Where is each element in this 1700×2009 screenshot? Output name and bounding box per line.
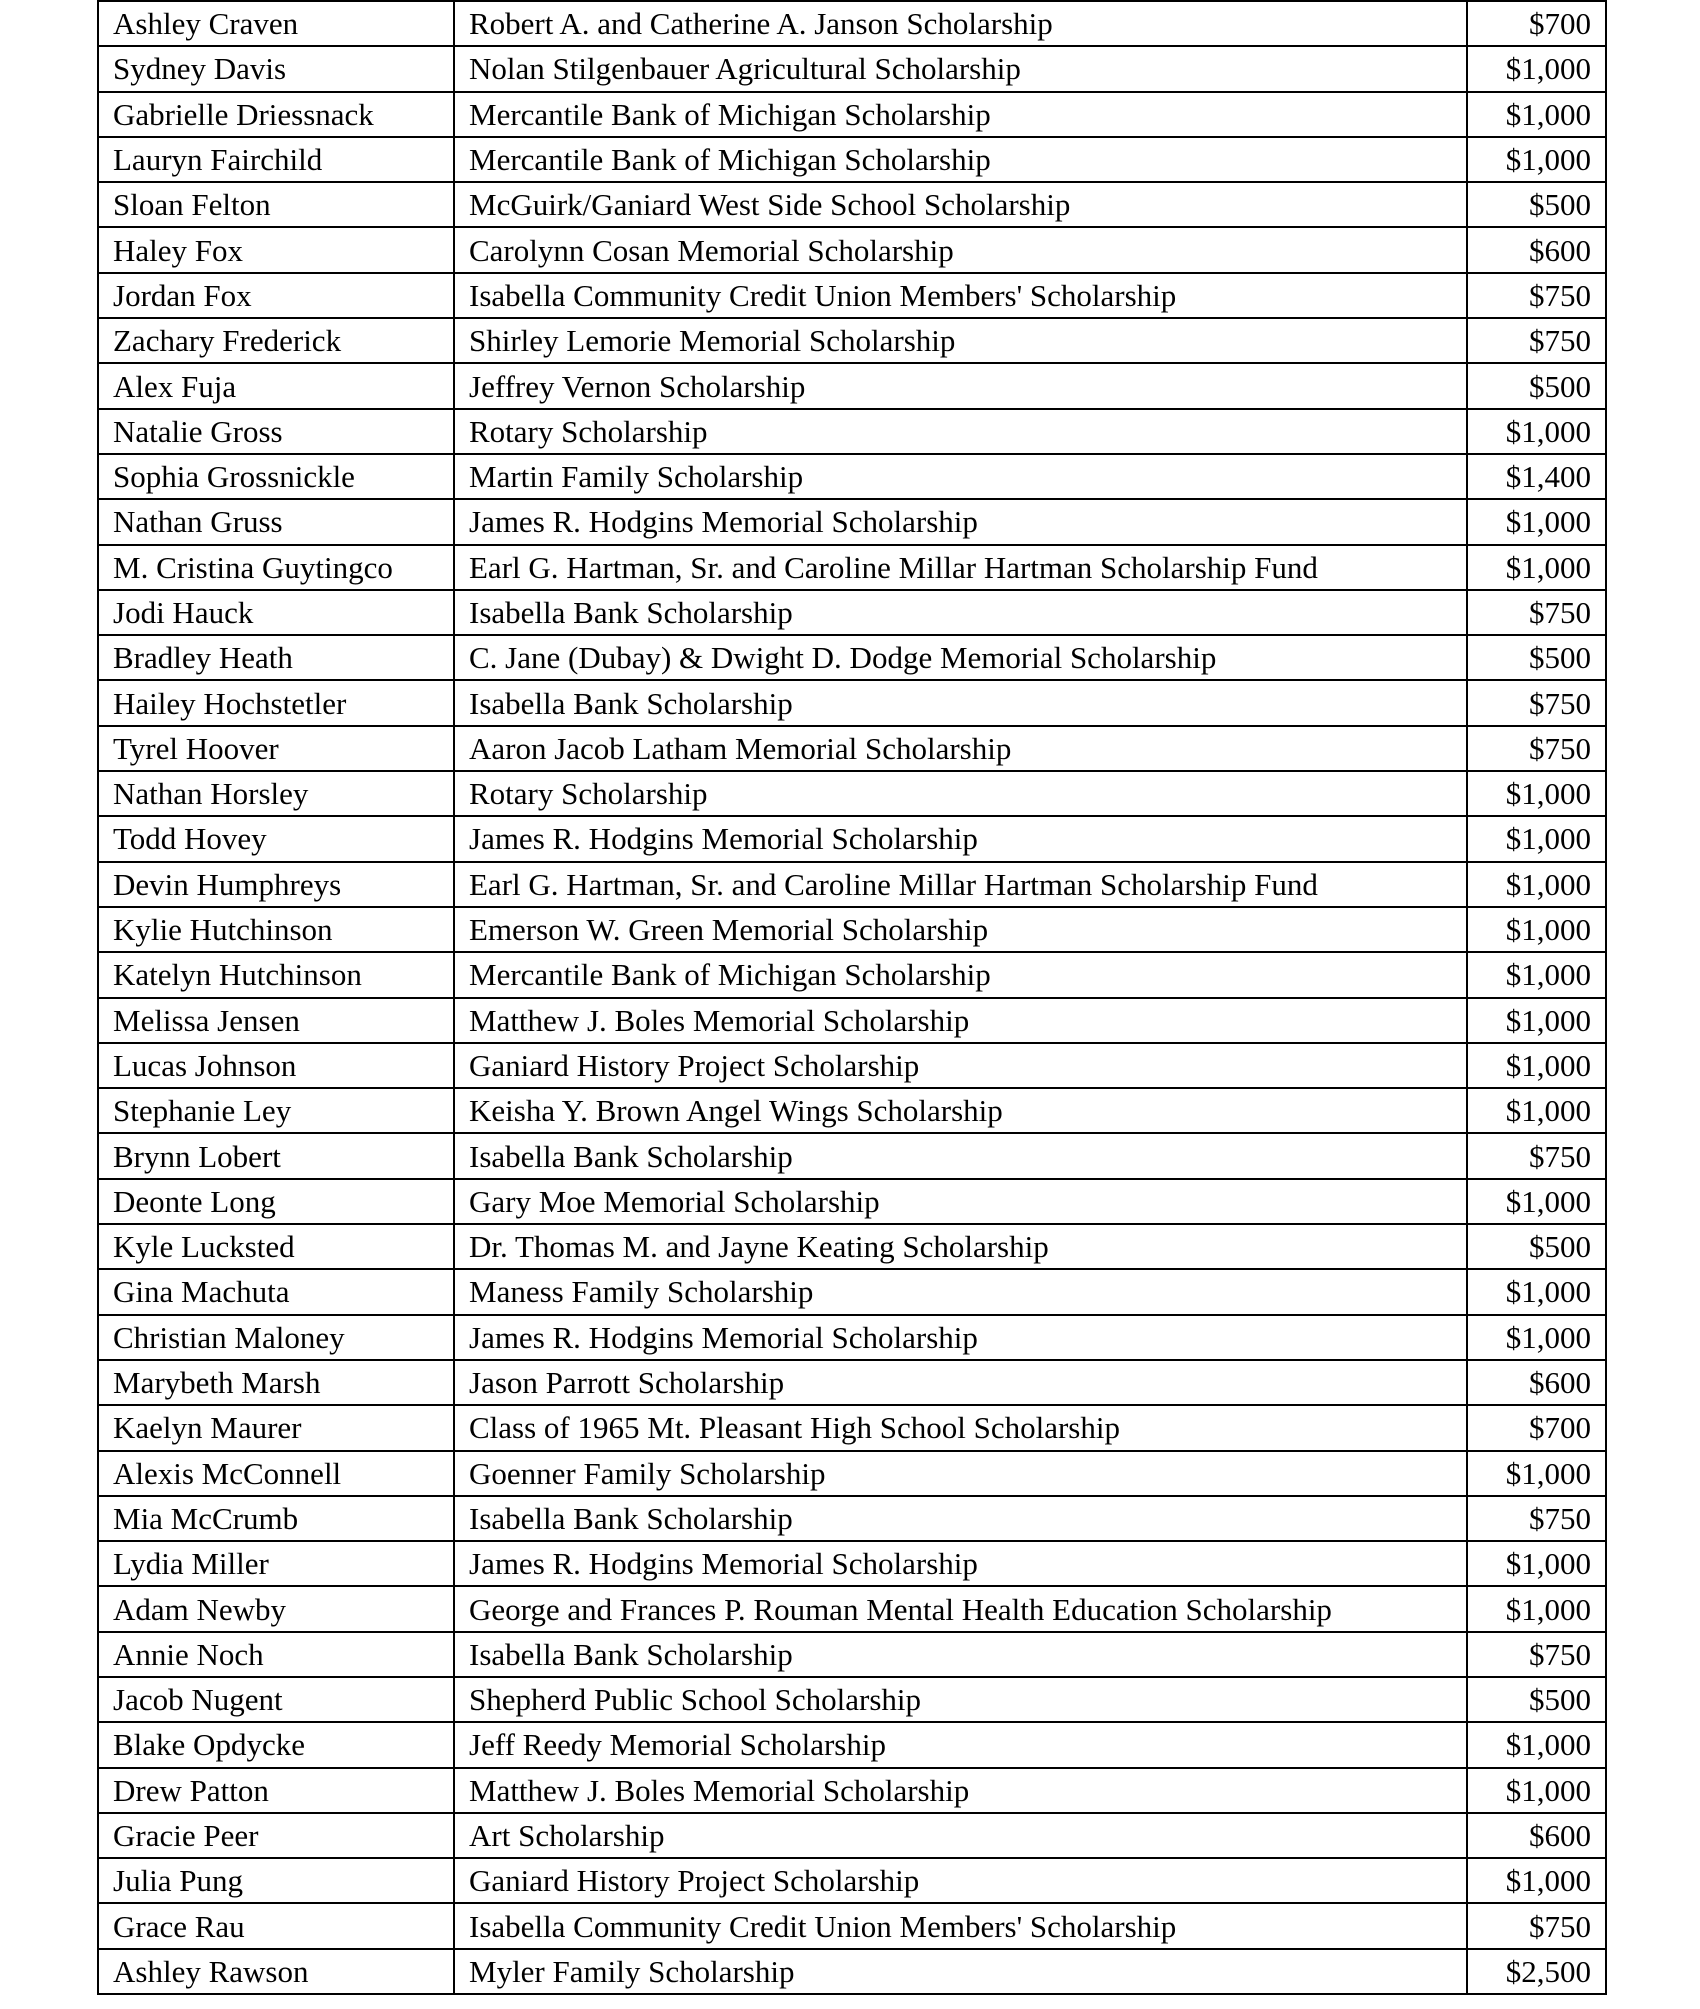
scholarship-name-cell: Goenner Family Scholarship bbox=[454, 1451, 1467, 1496]
scholarship-name-cell: Jeffrey Vernon Scholarship bbox=[454, 363, 1467, 408]
scholarship-name-cell: Isabella Community Credit Union Members' Scholarship bbox=[454, 273, 1467, 318]
table-row bbox=[98, 545, 1606, 590]
table-row bbox=[98, 92, 1606, 137]
recipient-name-cell: Devin Humphreys bbox=[98, 862, 454, 907]
table-row bbox=[98, 318, 1606, 363]
award-amount-cell: $1,000 bbox=[1467, 1858, 1606, 1903]
scholarship-name-cell: Class of 1965 Mt. Pleasant High School Scholarship bbox=[454, 1405, 1467, 1450]
award-amount-cell: $1,000 bbox=[1467, 998, 1606, 1043]
recipient-name-cell: Melissa Jensen bbox=[98, 998, 454, 1043]
award-amount-cell: $750 bbox=[1467, 680, 1606, 725]
table-row bbox=[98, 1224, 1606, 1269]
scholarship-name-cell: Shirley Lemorie Memorial Scholarship bbox=[454, 318, 1467, 363]
table-row bbox=[98, 1179, 1606, 1224]
award-amount-cell: $1,000 bbox=[1467, 46, 1606, 91]
scholarship-name-cell: Keisha Y. Brown Angel Wings Scholarship bbox=[454, 1088, 1467, 1133]
table-row bbox=[98, 1269, 1606, 1314]
table-row bbox=[98, 1677, 1606, 1722]
award-amount-cell: $750 bbox=[1467, 1632, 1606, 1677]
award-amount-cell: $1,000 bbox=[1467, 907, 1606, 952]
recipient-name-cell: Sophia Grossnickle bbox=[98, 454, 454, 499]
award-amount-cell: $2,500 bbox=[1467, 1949, 1606, 1994]
table-row bbox=[98, 46, 1606, 91]
award-amount-cell: $1,000 bbox=[1467, 1315, 1606, 1360]
recipient-name-cell: Ashley Rawson bbox=[98, 1949, 454, 1994]
scholarship-name-cell: Ganiard History Project Scholarship bbox=[454, 1043, 1467, 1088]
scholarship-name-cell: Mercantile Bank of Michigan Scholarship bbox=[454, 92, 1467, 137]
table-row bbox=[98, 363, 1606, 408]
document-page bbox=[97, 0, 1605, 1995]
table-row bbox=[98, 1813, 1606, 1858]
recipient-name-cell: Kyle Lucksted bbox=[98, 1224, 454, 1269]
scholarship-name-cell: James R. Hodgins Memorial Scholarship bbox=[454, 1315, 1467, 1360]
award-amount-cell: $1,000 bbox=[1467, 1586, 1606, 1631]
award-amount-cell: $1,000 bbox=[1467, 1269, 1606, 1314]
award-amount-cell: $1,000 bbox=[1467, 499, 1606, 544]
recipient-name-cell: Christian Maloney bbox=[98, 1315, 454, 1360]
table-row bbox=[98, 998, 1606, 1043]
recipient-name-cell: Annie Noch bbox=[98, 1632, 454, 1677]
recipient-name-cell: Alex Fuja bbox=[98, 363, 454, 408]
award-amount-cell: $1,000 bbox=[1467, 1722, 1606, 1767]
scholarship-name-cell: Isabella Bank Scholarship bbox=[454, 1632, 1467, 1677]
award-amount-cell: $1,000 bbox=[1467, 1451, 1606, 1496]
scholarship-name-cell: James R. Hodgins Memorial Scholarship bbox=[454, 499, 1467, 544]
recipient-name-cell: Blake Opdycke bbox=[98, 1722, 454, 1767]
recipient-name-cell: Jordan Fox bbox=[98, 273, 454, 318]
scholarship-name-cell: James R. Hodgins Memorial Scholarship bbox=[454, 816, 1467, 861]
award-amount-cell: $600 bbox=[1467, 227, 1606, 272]
scholarship-name-cell: Matthew J. Boles Memorial Scholarship bbox=[454, 1768, 1467, 1813]
recipient-name-cell: Marybeth Marsh bbox=[98, 1360, 454, 1405]
recipient-name-cell: Adam Newby bbox=[98, 1586, 454, 1631]
award-amount-cell: $1,000 bbox=[1467, 409, 1606, 454]
table-row bbox=[98, 1133, 1606, 1178]
recipient-name-cell: Deonte Long bbox=[98, 1179, 454, 1224]
table-row bbox=[98, 590, 1606, 635]
award-amount-cell: $700 bbox=[1467, 1405, 1606, 1450]
table-row bbox=[98, 1405, 1606, 1450]
scholarship-name-cell: Mercantile Bank of Michigan Scholarship bbox=[454, 952, 1467, 997]
recipient-name-cell: Mia McCrumb bbox=[98, 1496, 454, 1541]
recipient-name-cell: Natalie Gross bbox=[98, 409, 454, 454]
scholarship-awards-body bbox=[98, 1, 1606, 1994]
award-amount-cell: $500 bbox=[1467, 1224, 1606, 1269]
table-row bbox=[98, 816, 1606, 861]
recipient-name-cell: Sydney Davis bbox=[98, 46, 454, 91]
award-amount-cell: $1,000 bbox=[1467, 952, 1606, 997]
recipient-name-cell: Lydia Miller bbox=[98, 1541, 454, 1586]
award-amount-cell: $1,400 bbox=[1467, 454, 1606, 499]
scholarship-name-cell: Aaron Jacob Latham Memorial Scholarship bbox=[454, 726, 1467, 771]
table-row bbox=[98, 1451, 1606, 1496]
table-row bbox=[98, 182, 1606, 227]
table-row bbox=[98, 1768, 1606, 1813]
recipient-name-cell: Gracie Peer bbox=[98, 1813, 454, 1858]
scholarship-name-cell: Gary Moe Memorial Scholarship bbox=[454, 1179, 1467, 1224]
scholarship-name-cell: Ganiard History Project Scholarship bbox=[454, 1858, 1467, 1903]
award-amount-cell: $1,000 bbox=[1467, 1768, 1606, 1813]
recipient-name-cell: Alexis McConnell bbox=[98, 1451, 454, 1496]
table-row bbox=[98, 227, 1606, 272]
award-amount-cell: $1,000 bbox=[1467, 1043, 1606, 1088]
recipient-name-cell: Gina Machuta bbox=[98, 1269, 454, 1314]
award-amount-cell: $1,000 bbox=[1467, 137, 1606, 182]
award-amount-cell: $1,000 bbox=[1467, 92, 1606, 137]
recipient-name-cell: Nathan Horsley bbox=[98, 771, 454, 816]
recipient-name-cell: Haley Fox bbox=[98, 227, 454, 272]
scholarship-name-cell: Mercantile Bank of Michigan Scholarship bbox=[454, 137, 1467, 182]
table-row bbox=[98, 862, 1606, 907]
table-row bbox=[98, 1949, 1606, 1994]
table-row bbox=[98, 1315, 1606, 1360]
scholarship-name-cell: Earl G. Hartman, Sr. and Caroline Millar Hartman Scholarship Fund bbox=[454, 545, 1467, 590]
scholarship-name-cell: Matthew J. Boles Memorial Scholarship bbox=[454, 998, 1467, 1043]
table-row bbox=[98, 907, 1606, 952]
table-row bbox=[98, 1, 1606, 46]
table-row bbox=[98, 1360, 1606, 1405]
award-amount-cell: $500 bbox=[1467, 635, 1606, 680]
award-amount-cell: $600 bbox=[1467, 1360, 1606, 1405]
table-row bbox=[98, 726, 1606, 771]
recipient-name-cell: Sloan Felton bbox=[98, 182, 454, 227]
recipient-name-cell: Jodi Hauck bbox=[98, 590, 454, 635]
scholarship-name-cell: McGuirk/Ganiard West Side School Scholarship bbox=[454, 182, 1467, 227]
recipient-name-cell: Gabrielle Driessnack bbox=[98, 92, 454, 137]
table-row bbox=[98, 409, 1606, 454]
scholarship-name-cell: James R. Hodgins Memorial Scholarship bbox=[454, 1541, 1467, 1586]
table-row bbox=[98, 1722, 1606, 1767]
recipient-name-cell: Grace Rau bbox=[98, 1903, 454, 1948]
table-row bbox=[98, 952, 1606, 997]
recipient-name-cell: Jacob Nugent bbox=[98, 1677, 454, 1722]
scholarship-name-cell: Myler Family Scholarship bbox=[454, 1949, 1467, 1994]
scholarship-name-cell: Robert A. and Catherine A. Janson Scholarship bbox=[454, 1, 1467, 46]
recipient-name-cell: M. Cristina Guytingco bbox=[98, 545, 454, 590]
scholarship-name-cell: Isabella Bank Scholarship bbox=[454, 590, 1467, 635]
recipient-name-cell: Katelyn Hutchinson bbox=[98, 952, 454, 997]
recipient-name-cell: Lucas Johnson bbox=[98, 1043, 454, 1088]
award-amount-cell: $750 bbox=[1467, 590, 1606, 635]
recipient-name-cell: Zachary Frederick bbox=[98, 318, 454, 363]
recipient-name-cell: Drew Patton bbox=[98, 1768, 454, 1813]
table-row bbox=[98, 1586, 1606, 1631]
scholarship-name-cell: Dr. Thomas M. and Jayne Keating Scholarship bbox=[454, 1224, 1467, 1269]
table-row bbox=[98, 499, 1606, 544]
scholarship-name-cell: Martin Family Scholarship bbox=[454, 454, 1467, 499]
award-amount-cell: $1,000 bbox=[1467, 1541, 1606, 1586]
table-row bbox=[98, 1043, 1606, 1088]
table-row bbox=[98, 137, 1606, 182]
scholarship-name-cell: Jeff Reedy Memorial Scholarship bbox=[454, 1722, 1467, 1767]
scholarship-name-cell: Shepherd Public School Scholarship bbox=[454, 1677, 1467, 1722]
scholarship-name-cell: Emerson W. Green Memorial Scholarship bbox=[454, 907, 1467, 952]
recipient-name-cell: Tyrel Hoover bbox=[98, 726, 454, 771]
award-amount-cell: $750 bbox=[1467, 1903, 1606, 1948]
scholarship-name-cell: Art Scholarship bbox=[454, 1813, 1467, 1858]
scholarship-name-cell: Nolan Stilgenbauer Agricultural Scholarship bbox=[454, 46, 1467, 91]
award-amount-cell: $750 bbox=[1467, 726, 1606, 771]
table-row bbox=[98, 1903, 1606, 1948]
award-amount-cell: $700 bbox=[1467, 1, 1606, 46]
scholarship-awards-table bbox=[97, 0, 1607, 1995]
table-row bbox=[98, 1632, 1606, 1677]
table-row bbox=[98, 771, 1606, 816]
recipient-name-cell: Julia Pung bbox=[98, 1858, 454, 1903]
scholarship-name-cell: Isabella Community Credit Union Members' Scholarship bbox=[454, 1903, 1467, 1948]
recipient-name-cell: Hailey Hochstetler bbox=[98, 680, 454, 725]
scholarship-name-cell: C. Jane (Dubay) & Dwight D. Dodge Memorial Scholarship bbox=[454, 635, 1467, 680]
table-row bbox=[98, 1496, 1606, 1541]
table-row bbox=[98, 680, 1606, 725]
scholarship-name-cell: Isabella Bank Scholarship bbox=[454, 680, 1467, 725]
award-amount-cell: $500 bbox=[1467, 363, 1606, 408]
scholarship-name-cell: Isabella Bank Scholarship bbox=[454, 1496, 1467, 1541]
recipient-name-cell: Brynn Lobert bbox=[98, 1133, 454, 1178]
recipient-name-cell: Ashley Craven bbox=[98, 1, 454, 46]
scholarship-name-cell: Carolynn Cosan Memorial Scholarship bbox=[454, 227, 1467, 272]
recipient-name-cell: Lauryn Fairchild bbox=[98, 137, 454, 182]
table-row bbox=[98, 635, 1606, 680]
scholarship-name-cell: Maness Family Scholarship bbox=[454, 1269, 1467, 1314]
table-row bbox=[98, 1088, 1606, 1133]
scholarship-name-cell: Jason Parrott Scholarship bbox=[454, 1360, 1467, 1405]
recipient-name-cell: Stephanie Ley bbox=[98, 1088, 454, 1133]
award-amount-cell: $750 bbox=[1467, 1133, 1606, 1178]
award-amount-cell: $750 bbox=[1467, 273, 1606, 318]
award-amount-cell: $1,000 bbox=[1467, 545, 1606, 590]
recipient-name-cell: Nathan Gruss bbox=[98, 499, 454, 544]
recipient-name-cell: Todd Hovey bbox=[98, 816, 454, 861]
award-amount-cell: $500 bbox=[1467, 1677, 1606, 1722]
table-row bbox=[98, 1858, 1606, 1903]
scholarship-name-cell: Earl G. Hartman, Sr. and Caroline Millar Hartman Scholarship Fund bbox=[454, 862, 1467, 907]
award-amount-cell: $1,000 bbox=[1467, 1088, 1606, 1133]
award-amount-cell: $1,000 bbox=[1467, 862, 1606, 907]
recipient-name-cell: Kaelyn Maurer bbox=[98, 1405, 454, 1450]
scholarship-name-cell: George and Frances P. Rouman Mental Health Education Scholarship bbox=[454, 1586, 1467, 1631]
award-amount-cell: $1,000 bbox=[1467, 1179, 1606, 1224]
scholarship-name-cell: Isabella Bank Scholarship bbox=[454, 1133, 1467, 1178]
table-row bbox=[98, 273, 1606, 318]
table-row bbox=[98, 454, 1606, 499]
award-amount-cell: $1,000 bbox=[1467, 771, 1606, 816]
award-amount-cell: $750 bbox=[1467, 1496, 1606, 1541]
award-amount-cell: $750 bbox=[1467, 318, 1606, 363]
award-amount-cell: $1,000 bbox=[1467, 816, 1606, 861]
table-row bbox=[98, 1541, 1606, 1586]
award-amount-cell: $600 bbox=[1467, 1813, 1606, 1858]
recipient-name-cell: Bradley Heath bbox=[98, 635, 454, 680]
scholarship-name-cell: Rotary Scholarship bbox=[454, 771, 1467, 816]
award-amount-cell: $500 bbox=[1467, 182, 1606, 227]
scholarship-name-cell: Rotary Scholarship bbox=[454, 409, 1467, 454]
recipient-name-cell: Kylie Hutchinson bbox=[98, 907, 454, 952]
